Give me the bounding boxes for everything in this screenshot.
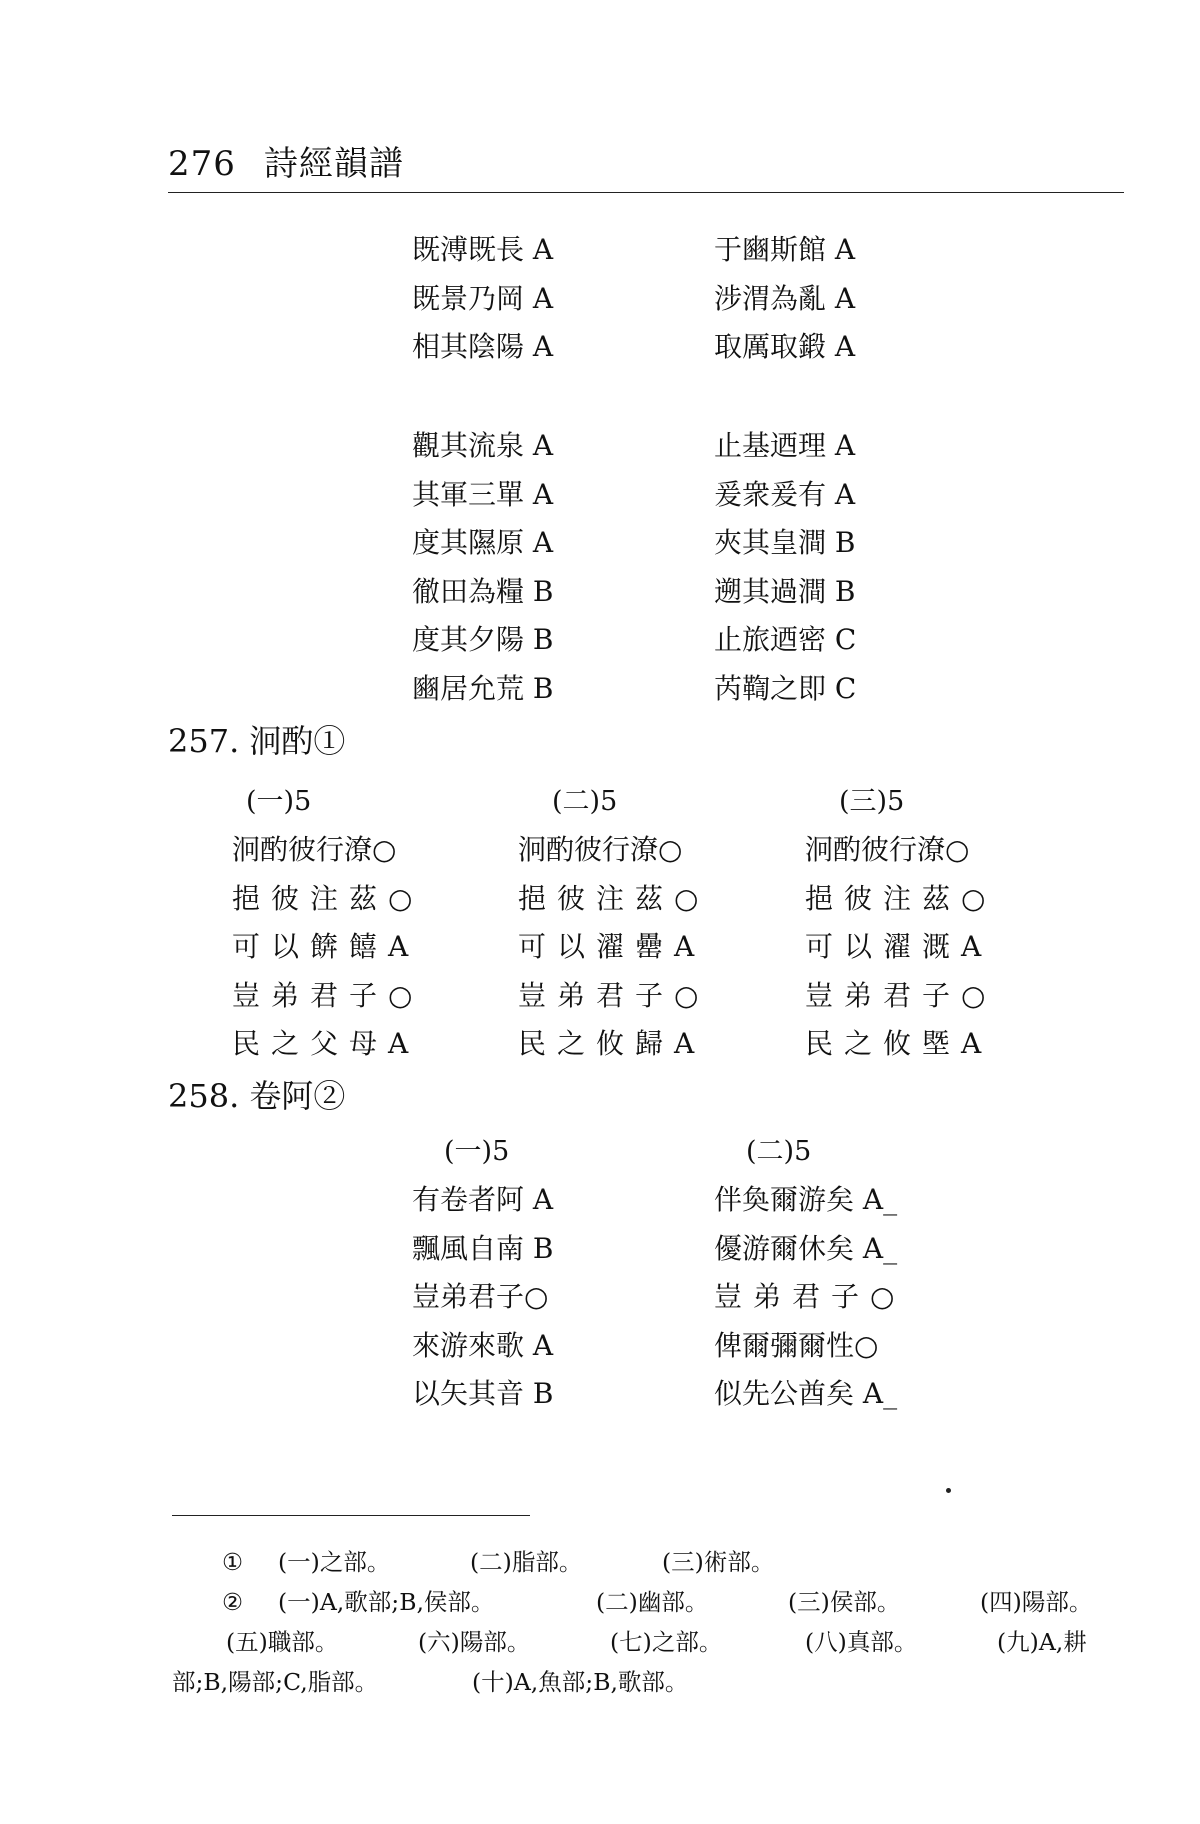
- second-block-right-column: [714, 422, 856, 713]
- verse-line: 民之攸塈A: [805, 1027, 993, 1060]
- footnote-rule: [172, 1515, 530, 1516]
- footnote-2-line-3: [172, 1662, 688, 1702]
- poem-258-title: 258. 卷阿②: [168, 1077, 346, 1115]
- verse-line: 挹彼注茲○: [232, 881, 424, 915]
- verse-line: 夾其皇澗 B: [714, 526, 856, 559]
- footnote-item: 部;B,陽部;C,脂部。: [172, 1668, 379, 1696]
- verse-line: 飄風自南 B: [412, 1231, 554, 1265]
- verse-line: 民之攸歸A: [518, 1027, 706, 1060]
- footnote-item: (二)脂部。: [470, 1548, 583, 1576]
- second-block-left-column: [412, 422, 553, 713]
- verse-line: 有卷者阿 A: [412, 1183, 554, 1216]
- verse-line: 以矢其音 B: [412, 1377, 554, 1410]
- top-block-left-column: [412, 226, 553, 372]
- verse-line: 遡其過澗 B: [714, 574, 856, 608]
- verse-line: 豈弟君子○: [518, 978, 710, 1012]
- verse-line: 既溥既長 A: [412, 233, 554, 266]
- verse-line: 其軍三單 A: [412, 477, 554, 511]
- footnote-item: (八)真部。: [805, 1628, 918, 1656]
- verse-line: 泂酌彼行潦○: [518, 833, 683, 866]
- stanza-label: (一)5: [444, 1136, 510, 1167]
- poem-257-stanza-2: [518, 778, 709, 1069]
- verse-line: 度其隰原 A: [412, 526, 554, 559]
- poem-257-stanza-3: [805, 778, 996, 1069]
- footnote-item: (五)職部。: [226, 1628, 339, 1656]
- footnote-item: (一)之部。: [278, 1548, 391, 1576]
- footnote-mark: ①: [222, 1548, 244, 1576]
- verse-line: 芮鞫之即 C: [714, 671, 857, 705]
- verse-line: 豈弟君子○: [714, 1280, 906, 1313]
- verse-line: 挹彼注茲○: [805, 881, 997, 915]
- stanza-label: (二)5: [746, 1136, 812, 1167]
- verse-line: 可以濯罍A: [518, 930, 706, 963]
- footnote-item: (九)A,耕: [997, 1628, 1087, 1656]
- verse-line: 來游來歌 A: [412, 1328, 554, 1362]
- verse-line: 豈弟君子○: [232, 978, 424, 1012]
- footnote-mark: ②: [222, 1588, 244, 1616]
- verse-line: 民之父母A: [232, 1027, 420, 1060]
- verse-line: 觀其流泉 A: [412, 429, 554, 462]
- top-block-right-column: [714, 226, 855, 372]
- verse-line: 豳居允荒 B: [412, 671, 554, 705]
- poem-258-stanza-2: [714, 1128, 905, 1419]
- verse-line: 相其陰陽 A: [412, 330, 554, 363]
- verse-line: 泂酌彼行潦○: [232, 833, 397, 866]
- poem-257-stanza-1: [232, 778, 423, 1069]
- footnote-item: (七)之部。: [610, 1628, 723, 1656]
- verse-line: 取厲取鍛 A: [714, 330, 856, 363]
- stanza-label: (一)5: [246, 786, 312, 817]
- footnote-item: (二)幽部。: [596, 1588, 709, 1616]
- stanza-label: (二)5: [552, 786, 618, 817]
- header-rule: [168, 192, 1124, 193]
- verse-line: 于豳斯館 A: [714, 233, 856, 266]
- footnote-2-line-2: [226, 1622, 1087, 1662]
- footnote-item: (四)陽部。: [980, 1588, 1093, 1616]
- verse-line: 似先公酋矣 A_: [714, 1377, 898, 1410]
- footnote-item: (十)A,魚部;B,歌部。: [472, 1668, 689, 1696]
- verse-line: 俾爾彌爾性○: [714, 1328, 879, 1362]
- verse-line: 度其夕陽 B: [412, 623, 554, 656]
- footnote-1: [222, 1542, 774, 1582]
- running-header: [168, 136, 404, 185]
- verse-line: 優游爾休矣 A_: [714, 1231, 898, 1265]
- page-number: 276: [168, 144, 236, 184]
- footnote-item: (三)術部。: [662, 1548, 775, 1576]
- verse-line: 既景乃岡 A: [412, 281, 554, 315]
- verse-line: 徹田為糧 B: [412, 574, 554, 608]
- verse-line: 止基迺理 A: [714, 429, 856, 462]
- footnote-item: (三)侯部。: [788, 1588, 901, 1616]
- verse-line: 涉渭為亂 A: [714, 281, 856, 315]
- verse-line: 豈弟君子○: [805, 978, 997, 1012]
- poem-258-stanza-1: [412, 1128, 553, 1419]
- verse-line: 可以濯溉A: [805, 930, 993, 963]
- verse-line: 止旅迺密 C: [714, 623, 857, 656]
- verse-line: 挹彼注茲○: [518, 881, 710, 915]
- book-title: 詩經韻譜: [263, 144, 404, 184]
- footnote-2-line-1: [222, 1582, 1092, 1622]
- poem-257-title: 257. 泂酌①: [168, 722, 346, 760]
- stray-dot: [946, 1488, 951, 1493]
- verse-line: 泂酌彼行潦○: [805, 833, 970, 866]
- verse-line: 爰衆爰有 A: [714, 477, 856, 511]
- verse-line: 可以餴饎A: [232, 930, 420, 963]
- verse-line: 豈弟君子○: [412, 1280, 549, 1313]
- footnote-item: (六)陽部。: [418, 1628, 531, 1656]
- verse-line: 伴奐爾游矣 A_: [714, 1183, 898, 1216]
- stanza-label: (三)5: [839, 786, 905, 817]
- footnote-item: (一)A,歌部;B,侯部。: [278, 1588, 495, 1616]
